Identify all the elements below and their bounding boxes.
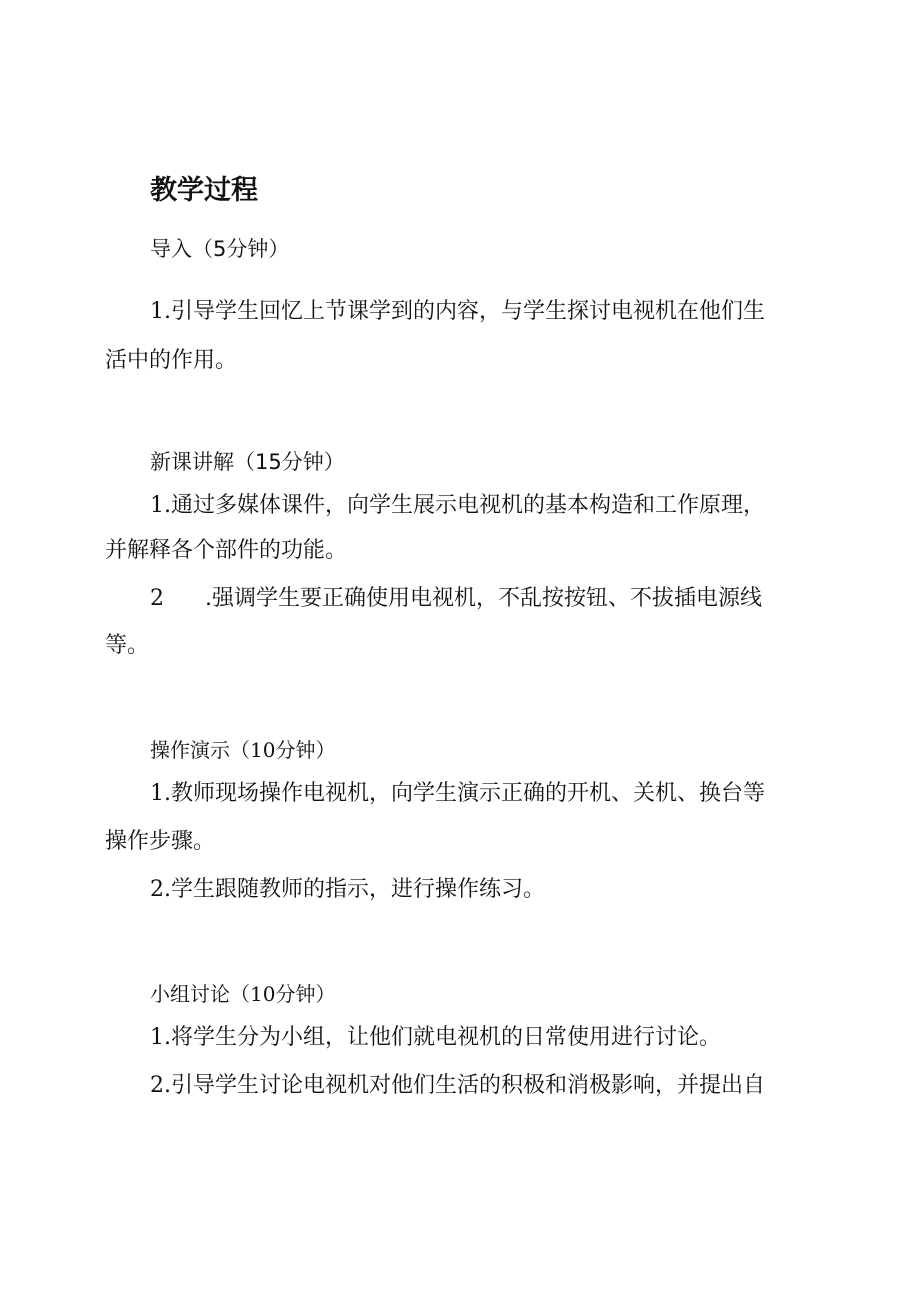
section-heading-group-discussion: 小组讨论（10分钟）	[150, 982, 336, 1006]
paragraph-line: 2.引导学生讨论电视机对他们生活的积极和消极影响，并提出自	[150, 1073, 765, 1098]
paragraph-line: 等。	[105, 633, 150, 658]
paragraph-line: .强调学生要正确使用电视机，不乱按按钮、不拔插电源线	[205, 586, 762, 611]
paragraph-line: 1.将学生分为小组，让他们就电视机的日常使用进行讨论。	[150, 1025, 721, 1050]
section-heading-intro: 导入（5分钟）	[150, 237, 290, 261]
section-heading-new-lesson: 新课讲解（15分钟）	[150, 450, 345, 474]
paragraph-line: 2.学生跟随教师的指示，进行操作练习。	[150, 877, 545, 902]
paragraph-line: 1.教师现场操作电视机，向学生演示正确的开机、关机、换台等	[150, 781, 765, 806]
paragraph-line: 1.引导学生回忆上节课学到的内容，与学生探讨电视机在他们生	[150, 299, 765, 324]
paragraph-line: 1.通过多媒体课件，向学生展示电视机的基本构造和工作原理，	[150, 493, 765, 518]
paragraph-line: 操作步骤。	[105, 829, 216, 854]
paragraph-line: 并解释各个部件的功能。	[105, 538, 348, 563]
paragraph-line: 活中的作用。	[105, 348, 238, 373]
section-heading-demo: 操作演示（10分钟）	[150, 738, 336, 762]
page-title: 教学过程	[150, 175, 258, 206]
list-item-number: 2	[150, 586, 164, 611]
